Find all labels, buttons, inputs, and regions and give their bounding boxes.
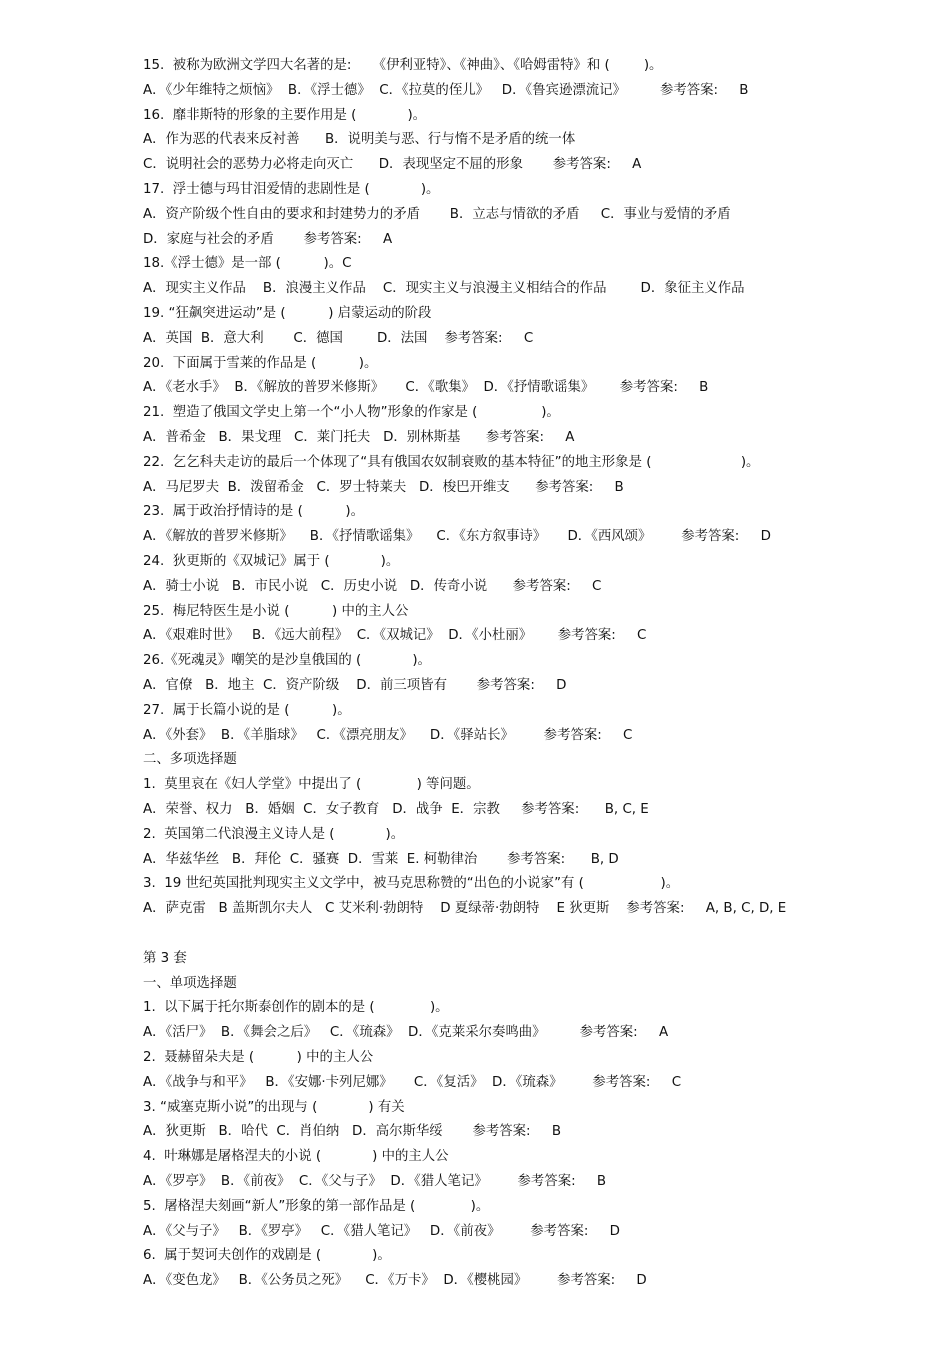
text-line: 二、多项选择题	[143, 752, 237, 768]
text-line: 一、单项选择题	[143, 975, 237, 991]
text-line: A．现实主义作品 B．浪漫主义作品 C．现实主义与浪漫主义相结合的作品 D．象征主义作品	[143, 281, 745, 297]
document-page	[143, 54, 933, 1294]
text-line: A．《老水手》 B．《解放的普罗米修斯》 C．《歌集》 D．《抒情歌谣集》 参考答案: B	[143, 380, 709, 396]
text-line: 4. 叶琳娜是屠格涅夫的小说 ( ) 中的主人公	[143, 1149, 449, 1165]
text-line: A．《战争与和平》 B．《安娜·卡列尼娜》 C．《复活》 D．《琉森》 参考答案: C	[143, 1074, 682, 1090]
text-line: 20. 下面属于雪莱的作品是 ( )。	[143, 355, 378, 371]
section-set2-continued	[143, 54, 933, 922]
text-line: 6. 属于契诃夫创作的戏剧是 ( )。	[143, 1248, 391, 1264]
text-line: A．资产阶级个性自由的要求和封建势力的矛盾 B．立志与情欲的矛盾 C．事业与爱情的矛盾	[143, 206, 731, 222]
text-line: 18.《浮士德》是一部 ( )。C	[143, 256, 352, 272]
text-line: A．《活尸》 B．《舞会之后》 C．《琉森》 D．《克莱采尔奏鸣曲》 参考答案: A	[143, 1025, 669, 1041]
text-line: A．狄更斯 B．哈代 C．肖伯纳 D．高尔斯华绥 参考答案: B	[143, 1124, 562, 1140]
text-line: 1. 莫里哀在《妇人学堂》中提出了 ( ) 等问题。	[143, 777, 480, 793]
text-line: 16. 靡非斯特的形象的主要作用是 ( )。	[143, 107, 427, 123]
text-line: 17. 浮士德与玛甘泪爱情的悲剧性是 ( )。	[143, 181, 440, 197]
text-line: A．作为恶的代表来反衬善 B．说明美与恶、行与惰不是矛盾的统一体	[143, 132, 576, 148]
section-gap	[143, 922, 933, 947]
text-line: A．骑士小说 B．市民小说 C．历史小说 D．传奇小说 参考答案: C	[143, 578, 602, 594]
text-line: A．《外套》 B．《羊脂球》 C．《漂亮朋友》 D．《驿站长》 参考答案: C	[143, 727, 633, 743]
text-line: 27. 属于长篇小说的是 ( )。	[143, 702, 351, 718]
text-line: 15. 被称为欧洲文学四大名著的是: 《伊利亚特》、《神曲》、《哈姆雷特》和 ( )。	[143, 58, 663, 73]
text-line: A．《解放的普罗米修斯》 B．《抒情歌谣集》 C．《东方叙事诗》 D．《西风颂》 参考答案: D	[143, 529, 771, 545]
text-line: 1. 以下属于托尔斯泰创作的剧本的是 ( )。	[143, 1000, 449, 1016]
text-line: A．马尼罗夫 B．泼留希金 C．罗士特莱夫 D．梭巴开维支 参考答案: B	[143, 479, 624, 495]
text-line: 3. 19 世纪英国批判现实主义文学中，被马克思称赞的“出色的小说家”有 ( )。	[143, 876, 680, 892]
text-line: 26.《死魂灵》嘲笑的是沙皇俄国的 ( )。	[143, 653, 431, 669]
text-line: 22. 乞乞科夫走访的最后一个体现了“具有俄国农奴制衰败的基本特征”的地主形象是 ( )。	[143, 454, 760, 470]
text-line: 5. 屠格涅夫刻画“新人”形象的第一部作品是 ( )。	[143, 1198, 490, 1214]
text-line: A．《艰难时世》 B．《远大前程》 C．《双城记》 D．《小杜丽》 参考答案: C	[143, 628, 647, 644]
text-line: A．官僚 B．地主 C．资产阶级 D．前三项皆有 参考答案: D	[143, 677, 567, 693]
text-line: A．华兹华丝 B．拜伦 C．骚赛 D．雪莱 E. 柯勒律治 参考答案: B, D	[143, 851, 619, 867]
text-line: A．《少年维特之烦恼》 B．《浮士德》 C．《拉莫的侄儿》 D．《鲁宾逊漂流记》 参考答案: B	[143, 82, 749, 98]
text-line: 21. 塑造了俄国文学史上第一个“小人物”形象的作家是 ( )。	[143, 405, 560, 421]
text-line: 第 3 套	[143, 950, 187, 966]
text-line: 2. 英国第二代浪漫主义诗人是 ( )。	[143, 826, 405, 842]
text-line: A．《父与子》 B．《罗亭》 C．《猎人笔记》 D．《前夜》 参考答案: D	[143, 1223, 620, 1239]
text-line: 2. 聂赫留朵夫是 ( ) 中的主人公	[143, 1050, 374, 1066]
text-line: A．萨克雷 B 盖斯凯尔夫人 C 艾米利·勃朗特 D 夏绿蒂·勃朗特 E 狄更斯 参考答案: A, B, C, D, E	[143, 901, 787, 917]
text-line: 23. 属于政治抒情诗的是 ( )。	[143, 504, 364, 520]
text-line: A．英国 B．意大利 C．德国 D．法国 参考答案: C	[143, 330, 534, 346]
text-line: A．荣誉、权力 B．婚姻 C．女子教育 D．战争 E．宗教 参考答案: B, C, E	[143, 801, 649, 817]
text-line: D．家庭与社会的矛盾 参考答案: A	[143, 231, 393, 247]
section-set3	[143, 947, 933, 1294]
text-line: C．说明社会的恶势力必将走向灭亡 D．表现坚定不屈的形象 参考答案: A	[143, 157, 642, 173]
text-line: 19. “狂飙突进运动”是 ( ) 启蒙运动的阶段	[143, 305, 432, 321]
text-line: A．《罗亭》 B．《前夜》 C．《父与子》 D．《猎人笔记》 参考答案: B	[143, 1174, 607, 1190]
text-line: 25. 梅尼特医生是小说 ( ) 中的主人公	[143, 603, 409, 619]
text-line: A．《变色龙》 B．《公务员之死》 C．《万卡》 D．《樱桃园》 参考答案: D	[143, 1273, 647, 1289]
text-line: 3. “威塞克斯小说”的出现与 ( ) 有关	[143, 1099, 405, 1115]
text-line: 24. 狄更斯的《双城记》属于 ( )。	[143, 553, 400, 569]
text-line: A．普希金 B．果戈理 C．莱门托夫 D．别林斯基 参考答案: A	[143, 429, 575, 445]
